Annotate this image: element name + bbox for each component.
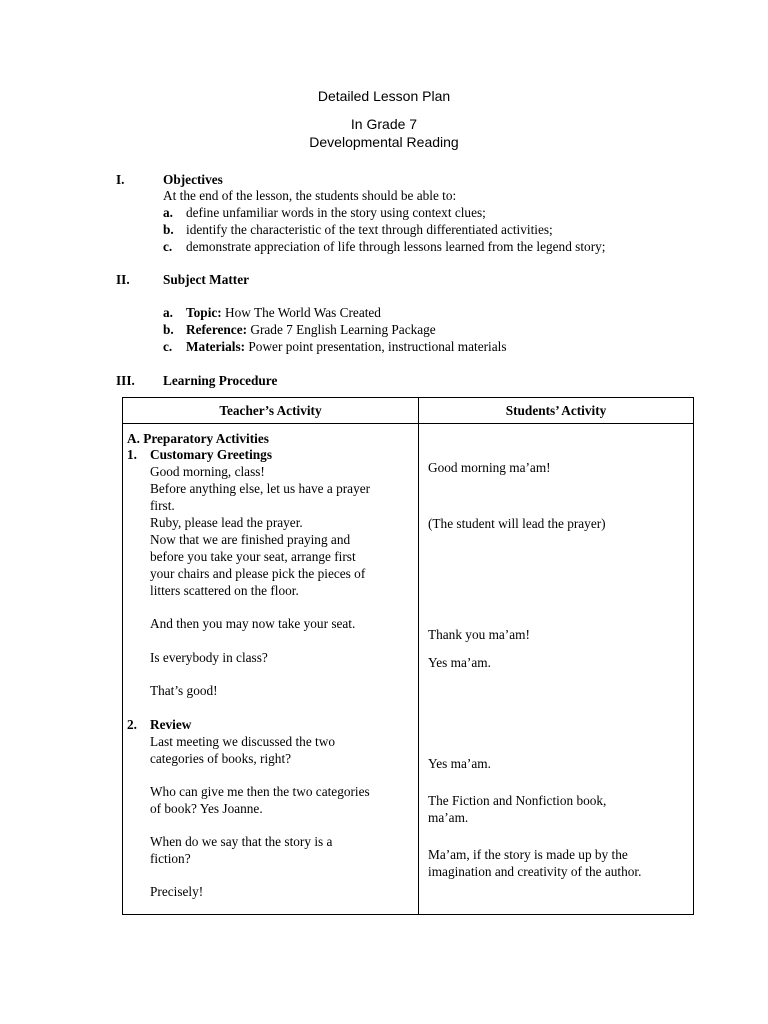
- objective-letter: b.: [163, 222, 174, 237]
- student-line: Good morning ma’am!: [428, 460, 551, 475]
- objectives-number: I.: [116, 172, 125, 187]
- teacher-line: fiction?: [150, 851, 191, 866]
- objective-text: identify the characteristic of the text through differentiated activities;: [186, 222, 553, 237]
- subject-matter-item: [186, 304, 381, 321]
- student-line: The Fiction and Nonfiction book,: [428, 793, 607, 808]
- teacher-line: your chairs and please pick the pieces of: [150, 566, 366, 581]
- learning-procedure-title: Learning Procedure: [163, 373, 278, 388]
- objective-letter: a.: [163, 205, 173, 220]
- students-activity-cell: [419, 424, 694, 915]
- student-line: ma’am.: [428, 810, 469, 825]
- subject-matter-value: How The World Was Created: [225, 305, 381, 320]
- teacher-line: before you take your seat, arrange first: [150, 549, 356, 564]
- student-line: imagination and creativity of the author.: [428, 864, 642, 879]
- teacher-line: categories of books, right?: [150, 751, 292, 766]
- teacher-line: Precisely!: [150, 884, 204, 899]
- student-line: Thank you ma’am!: [428, 627, 530, 642]
- subject-matter-label: Topic:: [186, 305, 222, 320]
- subject-matter-letter: a.: [163, 305, 173, 320]
- teacher-line: Ruby, please lead the prayer.: [150, 515, 303, 530]
- teacher-line: Before anything else, let us have a prayer: [150, 481, 371, 496]
- objectives-title: Objectives: [163, 172, 223, 187]
- student-line: (The student will lead the prayer): [428, 516, 606, 531]
- objective-text: define unfamiliar words in the story using context clues;: [186, 205, 486, 220]
- document-subject: Developmental Reading: [309, 134, 459, 150]
- document-grade: In Grade 7: [350, 116, 418, 132]
- teacher-line: 1.: [127, 447, 137, 462]
- teacher-line: Last meeting we discussed the two: [150, 734, 336, 749]
- teacher-line: Good morning, class!: [150, 464, 265, 479]
- subject-matter-label: Materials:: [186, 339, 246, 354]
- teacher-line: Review: [150, 717, 192, 732]
- document-title: Detailed Lesson Plan: [317, 88, 451, 104]
- objective-text: demonstrate appreciation of life through lessons learned from the legend story;: [186, 239, 606, 254]
- subject-matter-item: [186, 338, 507, 355]
- teacher-line: Is everybody in class?: [150, 650, 268, 665]
- subject-matter-letter: b.: [163, 322, 174, 337]
- objective-letter: c.: [163, 239, 173, 254]
- student-line: Ma’am, if the story is made up by the: [428, 847, 628, 862]
- students-activity-header: Students’ Activity: [419, 398, 694, 424]
- teacher-line: That’s good!: [150, 683, 218, 698]
- teacher-line: of book? Yes Joanne.: [150, 801, 263, 816]
- subject-matter-value: Power point presentation, instructional materials: [248, 339, 507, 354]
- teacher-activity-cell: [123, 424, 419, 915]
- teacher-line: Now that we are finished praying and: [150, 532, 351, 547]
- teacher-line: litters scattered on the floor.: [150, 583, 299, 598]
- teacher-line: And then you may now take your seat.: [150, 616, 356, 631]
- learning-procedure-table: [122, 397, 694, 915]
- subject-matter-value: Grade 7 English Learning Package: [250, 322, 436, 337]
- learning-procedure-number: III.: [116, 373, 135, 388]
- subject-matter-label: Reference:: [186, 322, 248, 337]
- teacher-activity-header: Teacher’s Activity: [123, 398, 419, 424]
- teacher-line: first.: [150, 498, 175, 513]
- teacher-line: 2.: [127, 717, 137, 732]
- subject-matter-item: [186, 321, 436, 338]
- student-line: Yes ma’am.: [428, 655, 491, 670]
- teacher-line: A. Preparatory Activities: [127, 431, 269, 446]
- teacher-line: Who can give me then the two categories: [150, 784, 370, 799]
- subject-matter-title: Subject Matter: [163, 272, 250, 287]
- subject-matter-number: II.: [116, 272, 130, 287]
- student-line: Yes ma’am.: [428, 756, 491, 771]
- subject-matter-letter: c.: [163, 339, 173, 354]
- teacher-line: When do we say that the story is a: [150, 834, 333, 849]
- objectives-intro: At the end of the lesson, the students should be able to:: [163, 188, 457, 203]
- teacher-line: Customary Greetings: [150, 447, 272, 462]
